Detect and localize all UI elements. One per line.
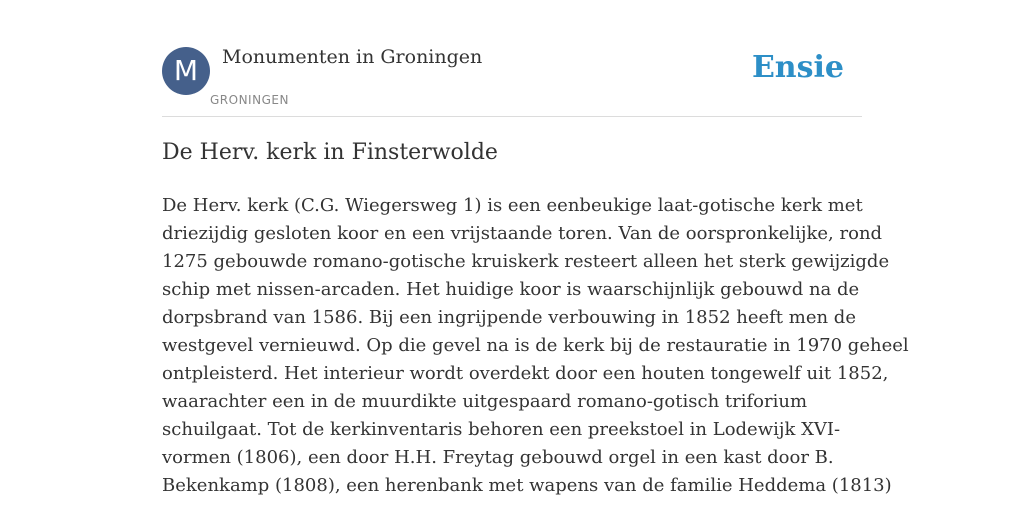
collection-location: GRONINGEN [210, 93, 289, 107]
article-body-line: schuilgaat. Tot de kerkinventaris behoren een preekstoel in Lodewijk XVI- [162, 419, 841, 440]
article-body-line: dorpsbrand van 1586. Bij een ingrijpende verbouwing in 1852 heeft men de [162, 307, 856, 328]
article-body-line: waarachter een in de muurdikte uitgespaard romano-gotisch triforium [162, 391, 808, 412]
article-body-line: De Herv. kerk (C.G. Wiegersweg 1) is een eenbeukige laat-gotische kerk met [162, 195, 863, 216]
collection-avatar[interactable]: M [162, 47, 210, 95]
article-body-line: schip met nissen-arcaden. Het huidige koor is waarschijnlijk gebouwd na de [162, 279, 860, 300]
article-body-line: vormen (1806), een door H.H. Freytag gebouwd orgel in een kast door B. [162, 447, 834, 468]
article-body-line: driezijdig gesloten koor en een vrijstaande toren. Van de oorspronkelijke, rond [162, 223, 883, 244]
article-body [162, 192, 909, 500]
article-body-line: 1275 gebouwde romano-gotische kruiskerk resteert alleen het sterk gewijzigde [162, 251, 890, 272]
ensie-logo[interactable]: Ensie [751, 50, 844, 85]
article-body-line: Bekenkamp (1808), een herenbank met wapens van de familie Heddema (1813) [162, 475, 892, 496]
article-body-line: ontpleisterd. Het interieur wordt overdekt door een houten tongewelf uit 1852, [162, 363, 889, 384]
article-body-line: westgevel vernieuwd. Op die gevel na is de kerk bij de restauratie in 1970 geheel [162, 335, 909, 356]
collection-title-link[interactable]: Monumenten in Groningen [222, 46, 483, 68]
article-title: De Herv. kerk in Finsterwolde [162, 140, 498, 165]
collection-header [162, 46, 862, 117]
